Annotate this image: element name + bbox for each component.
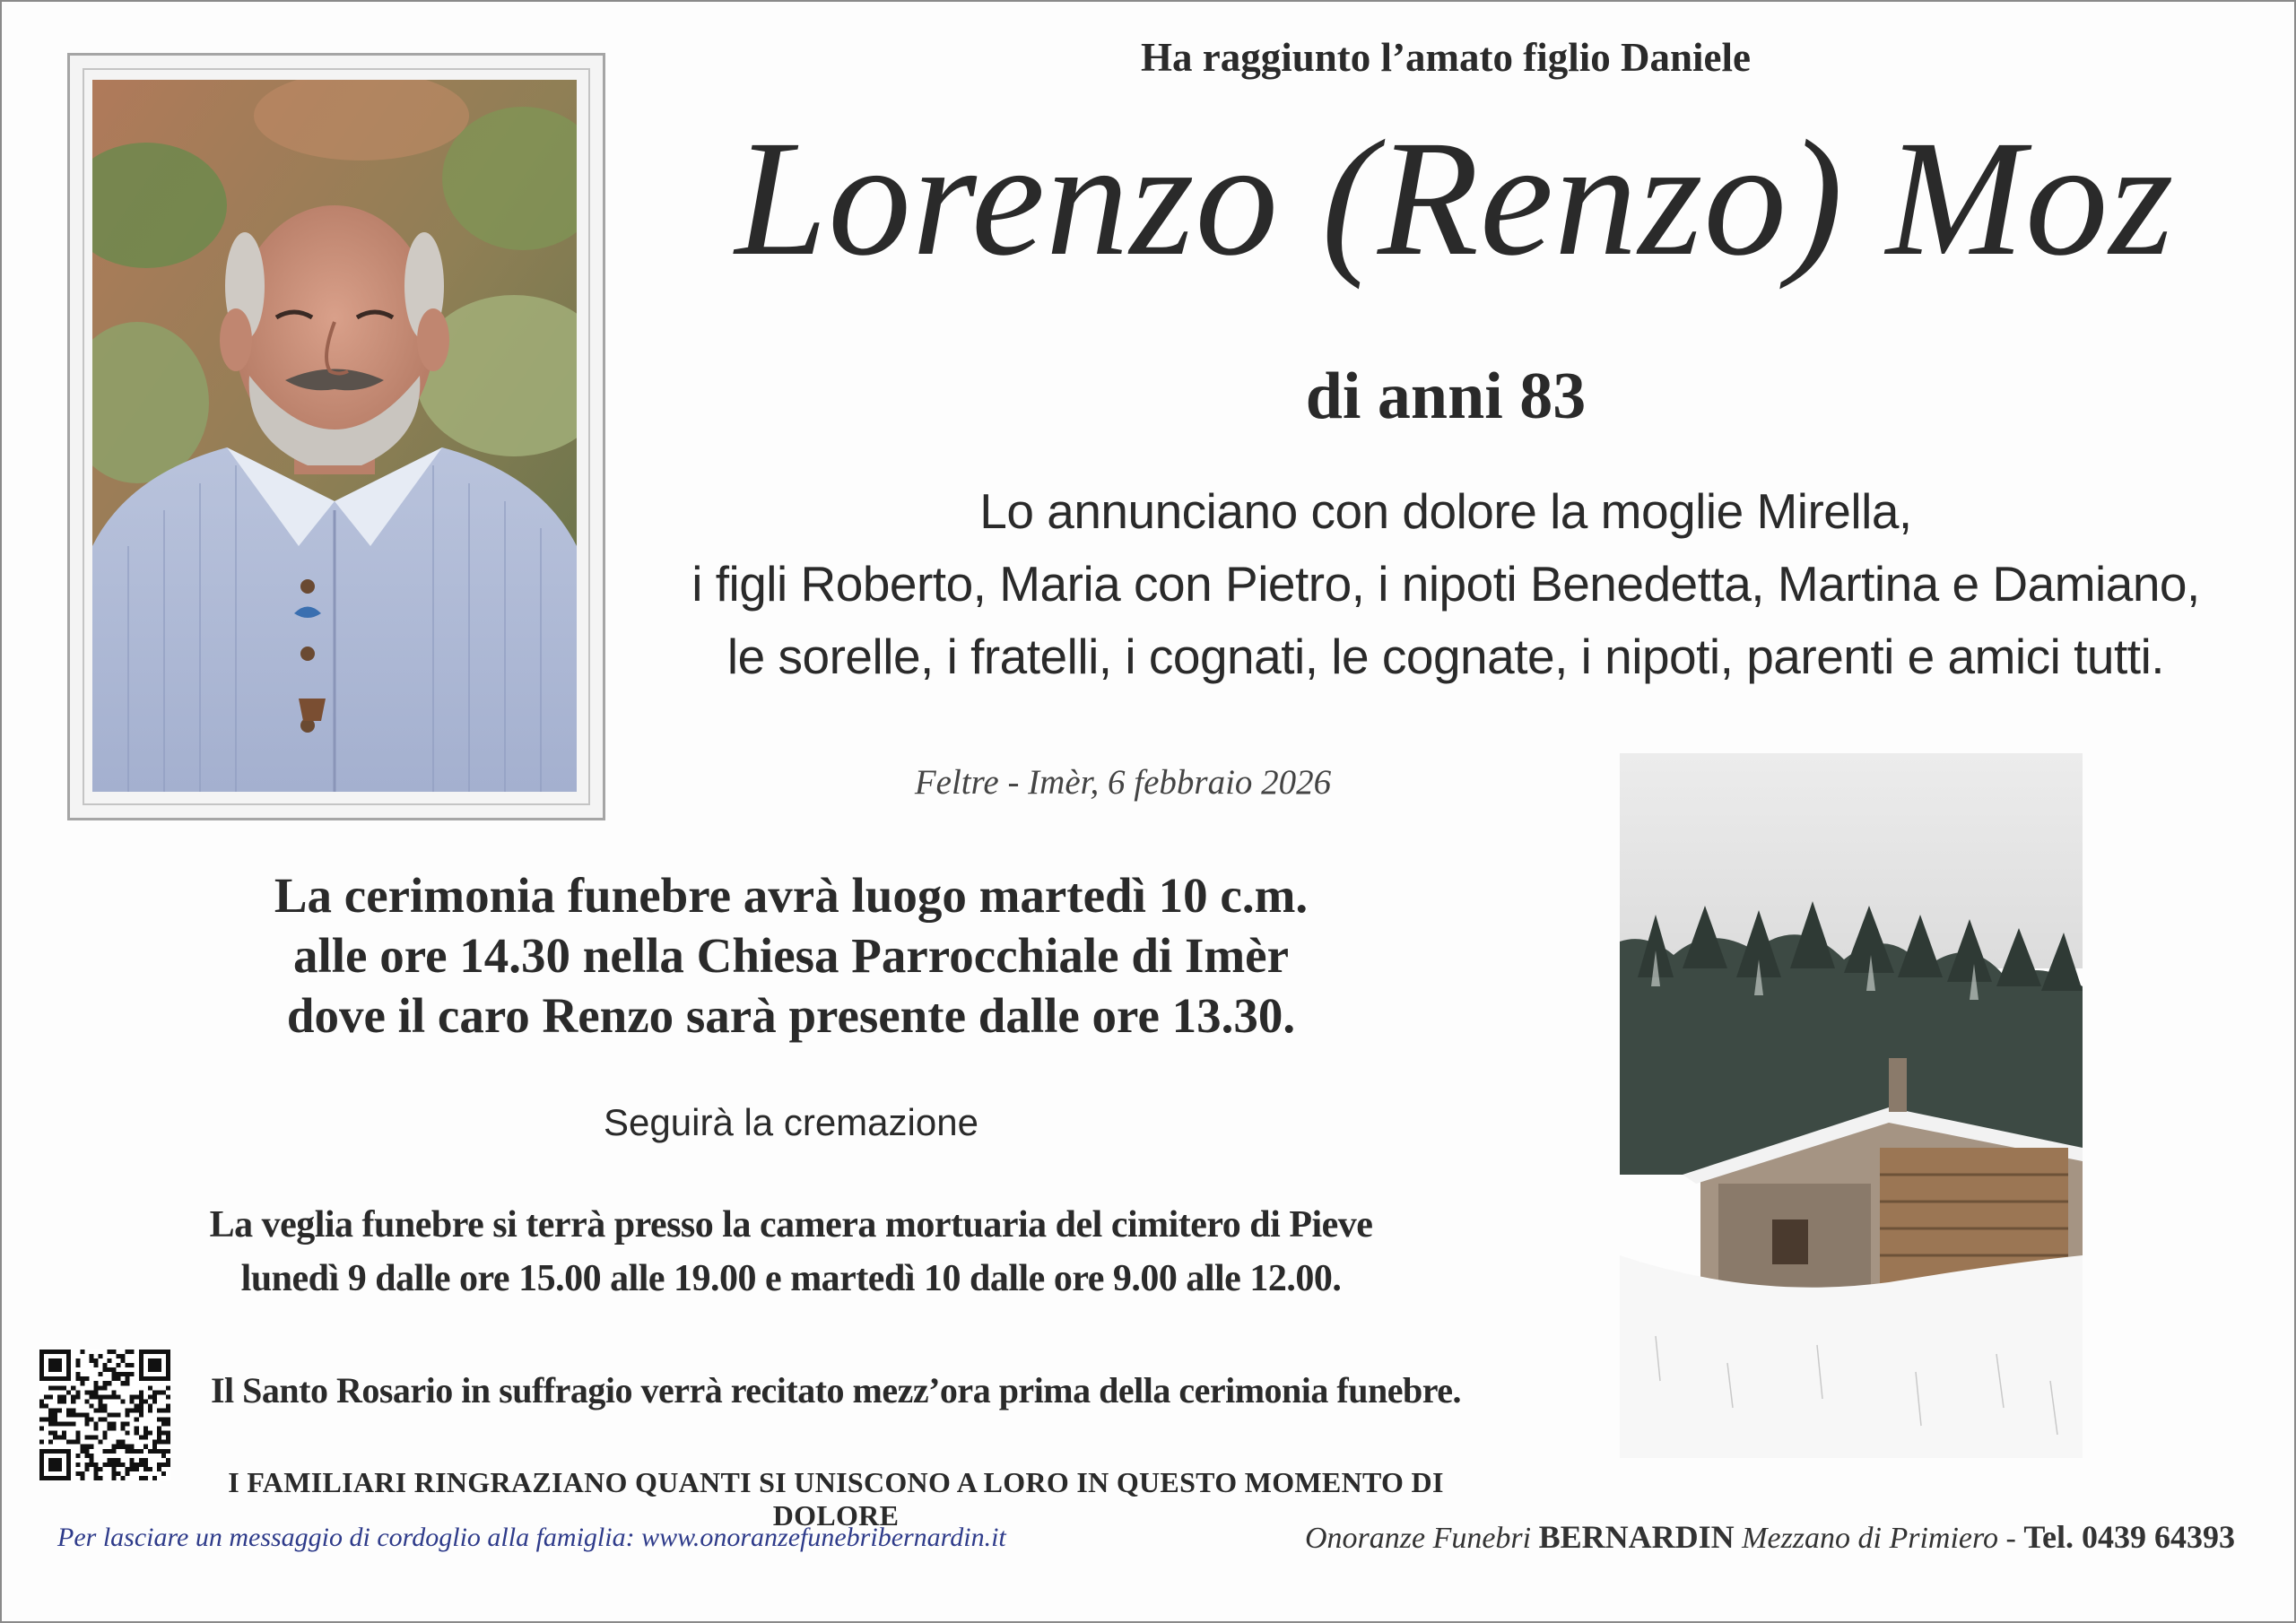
deceased-name: Lorenzo (Renzo) Moz [735, 107, 2175, 291]
announcement-block [621, 475, 2271, 693]
cremation-note: Seguirà la cremazione [604, 1101, 978, 1143]
ceremony-line: alle ore 14.30 nella Chiesa Parrocchiale di Imèr [293, 928, 1289, 983]
vigil-block [208, 1198, 1374, 1306]
agency-prefix: Onoranze Funebri [1304, 1522, 1532, 1555]
winter-chalet-image [1620, 753, 2083, 1458]
agency-location: Mezzano di Primiero - [1742, 1522, 2016, 1555]
vigil-line: La veglia funebre si terrà presso la camera mortuaria del cimitero di Pieve [209, 1204, 1373, 1245]
vigil-line: lunedì 9 dalle ore 15.00 alle 19.00 e martedì 10 dalle ore 9.00 alle 12.00. [240, 1258, 1342, 1299]
ceremony-line: dove il caro Renzo sarà presente dalle ore 13.30. [286, 988, 1296, 1043]
age-line: di anni 83 [1305, 360, 1587, 433]
announcement-line: le sorelle, i fratelli, i cognati, le cognate, i nipoti, parenti e amici tutti. [726, 629, 2165, 684]
ceremony-block [271, 865, 1311, 1046]
portrait-photo [92, 80, 577, 792]
announcement-line: i figli Roberto, Maria con Pietro, i nipoti Benedetta, Martina e Damiano, [691, 556, 2200, 612]
agency-name: BERNARDIN [1538, 1519, 1735, 1555]
ceremony-line: La cerimonia funebre avrà luogo martedì 10 c.m. [274, 868, 1309, 923]
place-date: Feltre - Imèr, 6 febbraio 2026 [914, 763, 1332, 802]
rosary-note: Il Santo Rosario in suffragio verrà recitato mezz’ora prima della cerimonia funebre. [210, 1370, 1461, 1410]
agency-phone[interactable]: Tel. 0439 64393 [2023, 1519, 2235, 1555]
thanks-line: I FAMILIARI RINGRAZIANO QUANTI SI UNISCONO A LORO IN QUESTO MOMENTO DI DOLORE [228, 1466, 1444, 1532]
announcement-line: Lo annunciano con dolore la moglie Mirella, [979, 483, 1912, 539]
qr-code[interactable] [39, 1350, 170, 1480]
funeral-agency-info [1159, 1518, 2235, 1556]
condolence-message-link[interactable]: Per lasciare un messaggio di cordoglio alla famiglia: www.onoranzefunebribernardin.it [57, 1523, 1006, 1552]
intro-line: Ha raggiunto l’amato figlio Daniele [1141, 35, 1751, 80]
